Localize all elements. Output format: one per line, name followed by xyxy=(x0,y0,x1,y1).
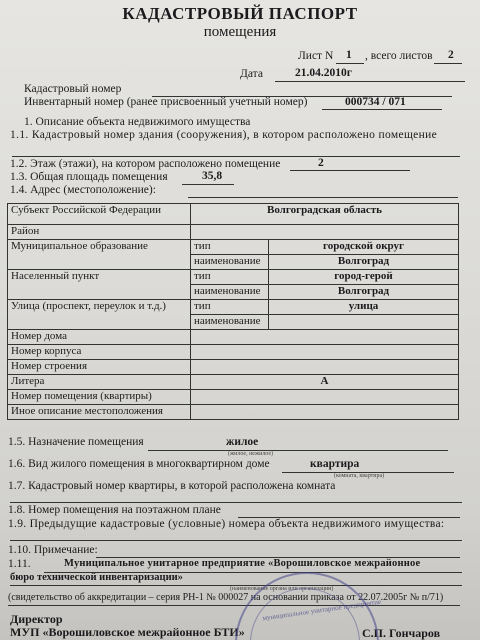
item-1-5-underline xyxy=(148,450,448,451)
date-underline xyxy=(275,81,465,82)
other-location-label: Иное описание местоположения xyxy=(8,405,191,420)
district-label: Район xyxy=(8,225,191,240)
table-row xyxy=(8,240,459,255)
item-1-7: 1.7. Кадастровый номер квартиры, в которой расположена комната xyxy=(8,480,336,492)
director-label: Директор xyxy=(10,612,63,626)
item-1-3-value: 35,8 xyxy=(202,170,223,182)
accreditation-underline xyxy=(8,605,460,606)
sheet-number-underline xyxy=(336,63,364,64)
inventory-number-value: 000734 / 071 xyxy=(345,96,406,108)
locality-type-value: город-герой xyxy=(269,270,459,285)
item-1-5-label: 1.5. Назначение помещения xyxy=(8,436,144,448)
sheets-total-label: , всего листов xyxy=(365,50,433,62)
table-row xyxy=(8,390,459,405)
item-1-5-hint: (жилое, нежилое) xyxy=(228,451,274,457)
item-1-4-underline xyxy=(188,197,458,198)
table-row xyxy=(8,345,459,360)
item-1-6-label: 1.6. Вид жилого помещения в многоквартирном доме xyxy=(8,458,270,470)
table-row xyxy=(8,360,459,375)
item-1-9: 1.9. Предыдущие кадастровые (условные) номера объекта недвижимого имущества: xyxy=(8,518,445,530)
locality-name-label: наименование xyxy=(191,285,269,300)
litera-value: А xyxy=(191,375,459,390)
building-value xyxy=(191,360,459,375)
item-1-2-value: 2 xyxy=(318,157,324,169)
sheet-number: 1 xyxy=(346,49,352,61)
sheets-total-underline xyxy=(434,63,462,64)
municipal-label: Муниципальное образование xyxy=(8,240,191,270)
item-1-1-underline xyxy=(12,156,460,157)
item-1-11-hint: (наименование органа или организации) xyxy=(230,586,334,592)
house-value xyxy=(191,330,459,345)
table-row xyxy=(8,330,459,345)
street-label: Улица (проспект, переулок и т.д.) xyxy=(8,300,191,330)
date-label: Дата xyxy=(240,68,263,80)
other-location-value xyxy=(191,405,459,420)
sheets-total: 2 xyxy=(448,49,454,61)
locality-label: Населенный пункт xyxy=(8,270,191,300)
item-1-8: 1.8. Номер помещения на поэтажном плане xyxy=(8,504,221,516)
table-row xyxy=(8,225,459,240)
accreditation-text: (свидетельство об аккредитации – серия РН-1 № 000027 на основании приказа от 22.07.2005г № п/71) xyxy=(8,592,444,603)
item-1-2-underline xyxy=(290,170,410,171)
table-row xyxy=(8,375,459,390)
section1-heading: 1. Описание объекта недвижимого имущества xyxy=(24,116,251,128)
litera-label: Литера xyxy=(8,375,191,390)
municipal-name-value: Волгоград xyxy=(269,255,459,270)
table-row xyxy=(8,204,459,225)
document-subtitle: помещения xyxy=(203,24,277,40)
subject-label: Субъект Российской Федерации xyxy=(8,204,191,225)
locality-type-label: тип xyxy=(191,270,269,285)
item-1-11-label: 1.11. xyxy=(8,558,31,570)
document-title: КАДАСТРОВЫЙ ПАСПОРТ xyxy=(122,4,358,23)
signatory-name: С.П. Гончаров xyxy=(362,626,441,640)
municipal-name-label: наименование xyxy=(191,255,269,270)
inventory-number-label: Инвентарный номер (ранее присвоенный учетный номер) xyxy=(24,96,308,108)
korpus-value xyxy=(191,345,459,360)
room-number-value xyxy=(191,390,459,405)
item-1-11-value-line1: Муниципальное унитарное предприятие «Ворошиловское межрайонное xyxy=(64,558,421,569)
item-1-7-underline xyxy=(10,502,462,503)
street-name-label: наименование xyxy=(191,315,269,330)
address-table xyxy=(7,203,459,420)
street-name-value xyxy=(269,315,459,330)
table-row xyxy=(8,270,459,285)
district-value xyxy=(191,225,459,240)
date-value: 21.04.2010г xyxy=(295,67,352,79)
item-1-6-hint: (комната, квартира) xyxy=(334,473,385,479)
room-number-label: Номер помещения (квартиры) xyxy=(8,390,191,405)
street-type-label: тип xyxy=(191,300,269,315)
municipal-type-value: городской округ xyxy=(269,240,459,255)
organization-short: МУП «Ворошиловское межрайонное БТИ» xyxy=(10,625,245,639)
subject-value: Волгоградская область xyxy=(191,204,459,225)
item-1-3-label: 1.3. Общая площадь помещения xyxy=(10,171,168,183)
item-1-6-value: квартира xyxy=(310,458,360,470)
item-1-5-value: жилое xyxy=(226,436,259,448)
item-1-4-label: 1.4. Адрес (местоположение): xyxy=(10,184,156,196)
table-row xyxy=(8,405,459,420)
cadastral-number-label: Кадастровый номер xyxy=(24,83,122,95)
street-type-value: улица xyxy=(269,300,459,315)
building-label: Номер строения xyxy=(8,360,191,375)
korpus-label: Номер корпуса xyxy=(8,345,191,360)
item-1-9-underline xyxy=(10,540,462,541)
item-1-1: 1.1. Кадастровый номер здания (сооружения), в котором расположено помещение xyxy=(10,129,438,141)
stamp-text: муниципальное унитарное предприятие xyxy=(262,597,382,623)
item-1-2-label: 1.2. Этаж (этажи), на котором расположено помещение xyxy=(10,158,281,170)
item-1-11-value-line2: бюро технической инвентаризации» xyxy=(10,572,183,583)
locality-name-value: Волгоград xyxy=(269,285,459,300)
item-1-3-underline xyxy=(182,184,234,185)
sheet-label: Лист N xyxy=(298,50,334,62)
item-1-10: 1.10. Примечание: xyxy=(8,544,98,556)
house-label: Номер дома xyxy=(8,330,191,345)
table-row xyxy=(8,300,459,315)
municipal-type-label: тип xyxy=(191,240,269,255)
inventory-number-underline xyxy=(322,109,442,110)
